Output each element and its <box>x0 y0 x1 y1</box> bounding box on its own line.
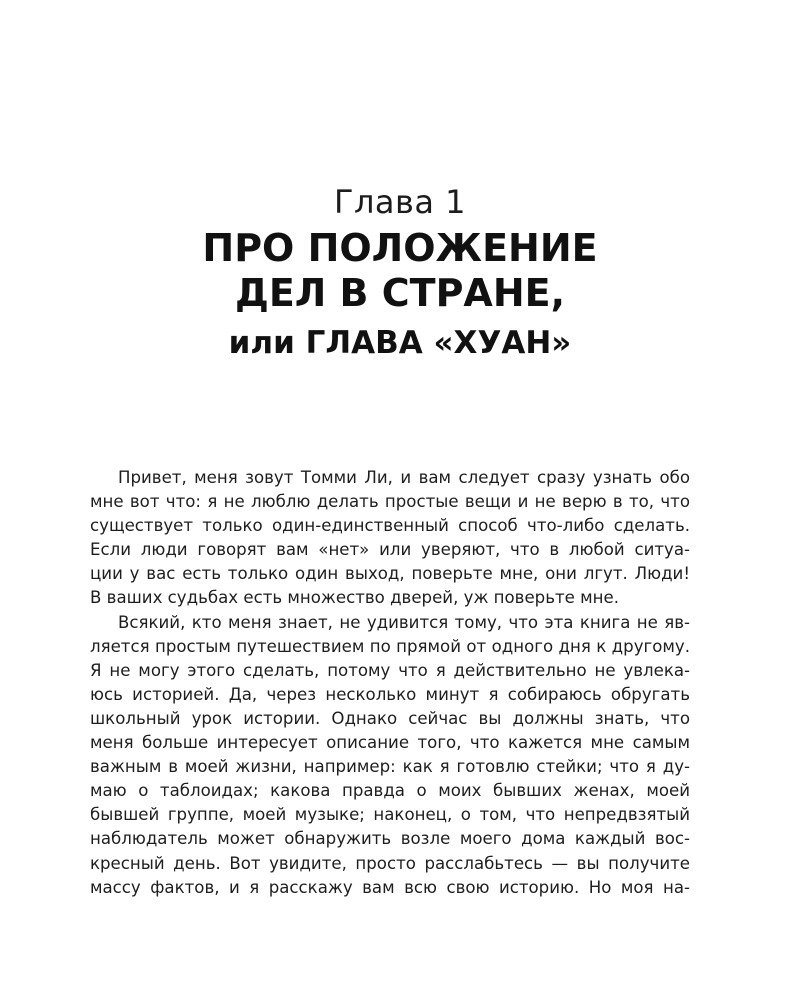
body-text <box>90 466 690 900</box>
text-line: меня больше интересует описание того, что кажется мне самым <box>90 733 690 753</box>
text-line: юсь историей. Да, через несколько минут я собираюсь обругать <box>90 684 690 704</box>
text-line: В ваших судьбах есть множество дверей, уж поверьте мне. <box>90 588 619 608</box>
text-line: наблюдатель может обнаружить возле моего дома каждый вос- <box>90 829 690 849</box>
chapter-number: Глава 1 <box>333 183 467 221</box>
text-line: Если люди говорят вам «нет» или уверяют, что в любой ситуа- <box>90 540 690 560</box>
text-line: важным в моей жизни, например: как я готовлю стейки; что я ду- <box>90 757 690 777</box>
text-line: Привет, меня зовут Томми Ли, и вам следует сразу узнать обо <box>118 468 690 487</box>
text-line: маю о таблоидах; какова правда о моих бывших женах, моей <box>90 781 690 801</box>
chapter-title <box>0 226 800 316</box>
text-line: массу фактов, и я расскажу вам всю свою историю. Но моя на- <box>90 877 690 897</box>
text-line: Я не могу этого сделать, потому что я действительно не увлека- <box>90 660 690 680</box>
chapter-subtitle: или ГЛАВА «ХУАН» <box>228 325 572 361</box>
chapter-title-line: ДЕЛ В СТРАНЕ, <box>234 271 566 315</box>
text-line: существует только один-единственный способ что-либо сделать. <box>90 516 690 536</box>
text-line: мне вот что: я не люблю делать простые вещи и не верю в то, что <box>90 492 690 512</box>
text-line: школьный урок истории. Однако сейчас вы должны знать, что <box>90 708 690 728</box>
text-line: кресный день. Вот увидите, просто расслабьтесь — вы получите <box>90 853 690 873</box>
text-line: ции у вас есть только один выход, поверьте мне, они лгут. Люди! <box>90 564 690 584</box>
text-line: Всякий, кто меня знает, не удивится тому, что эта книга не яв- <box>118 612 690 632</box>
chapter-title-line: ПРО ПОЛОЖЕНИЕ <box>202 226 598 270</box>
text-line: ляется простым путешествием по прямой от одного дня к другому. <box>90 636 690 656</box>
text-line: бывшей группе, моей музыке; наконец, о том, что непредвзятый <box>90 805 690 825</box>
